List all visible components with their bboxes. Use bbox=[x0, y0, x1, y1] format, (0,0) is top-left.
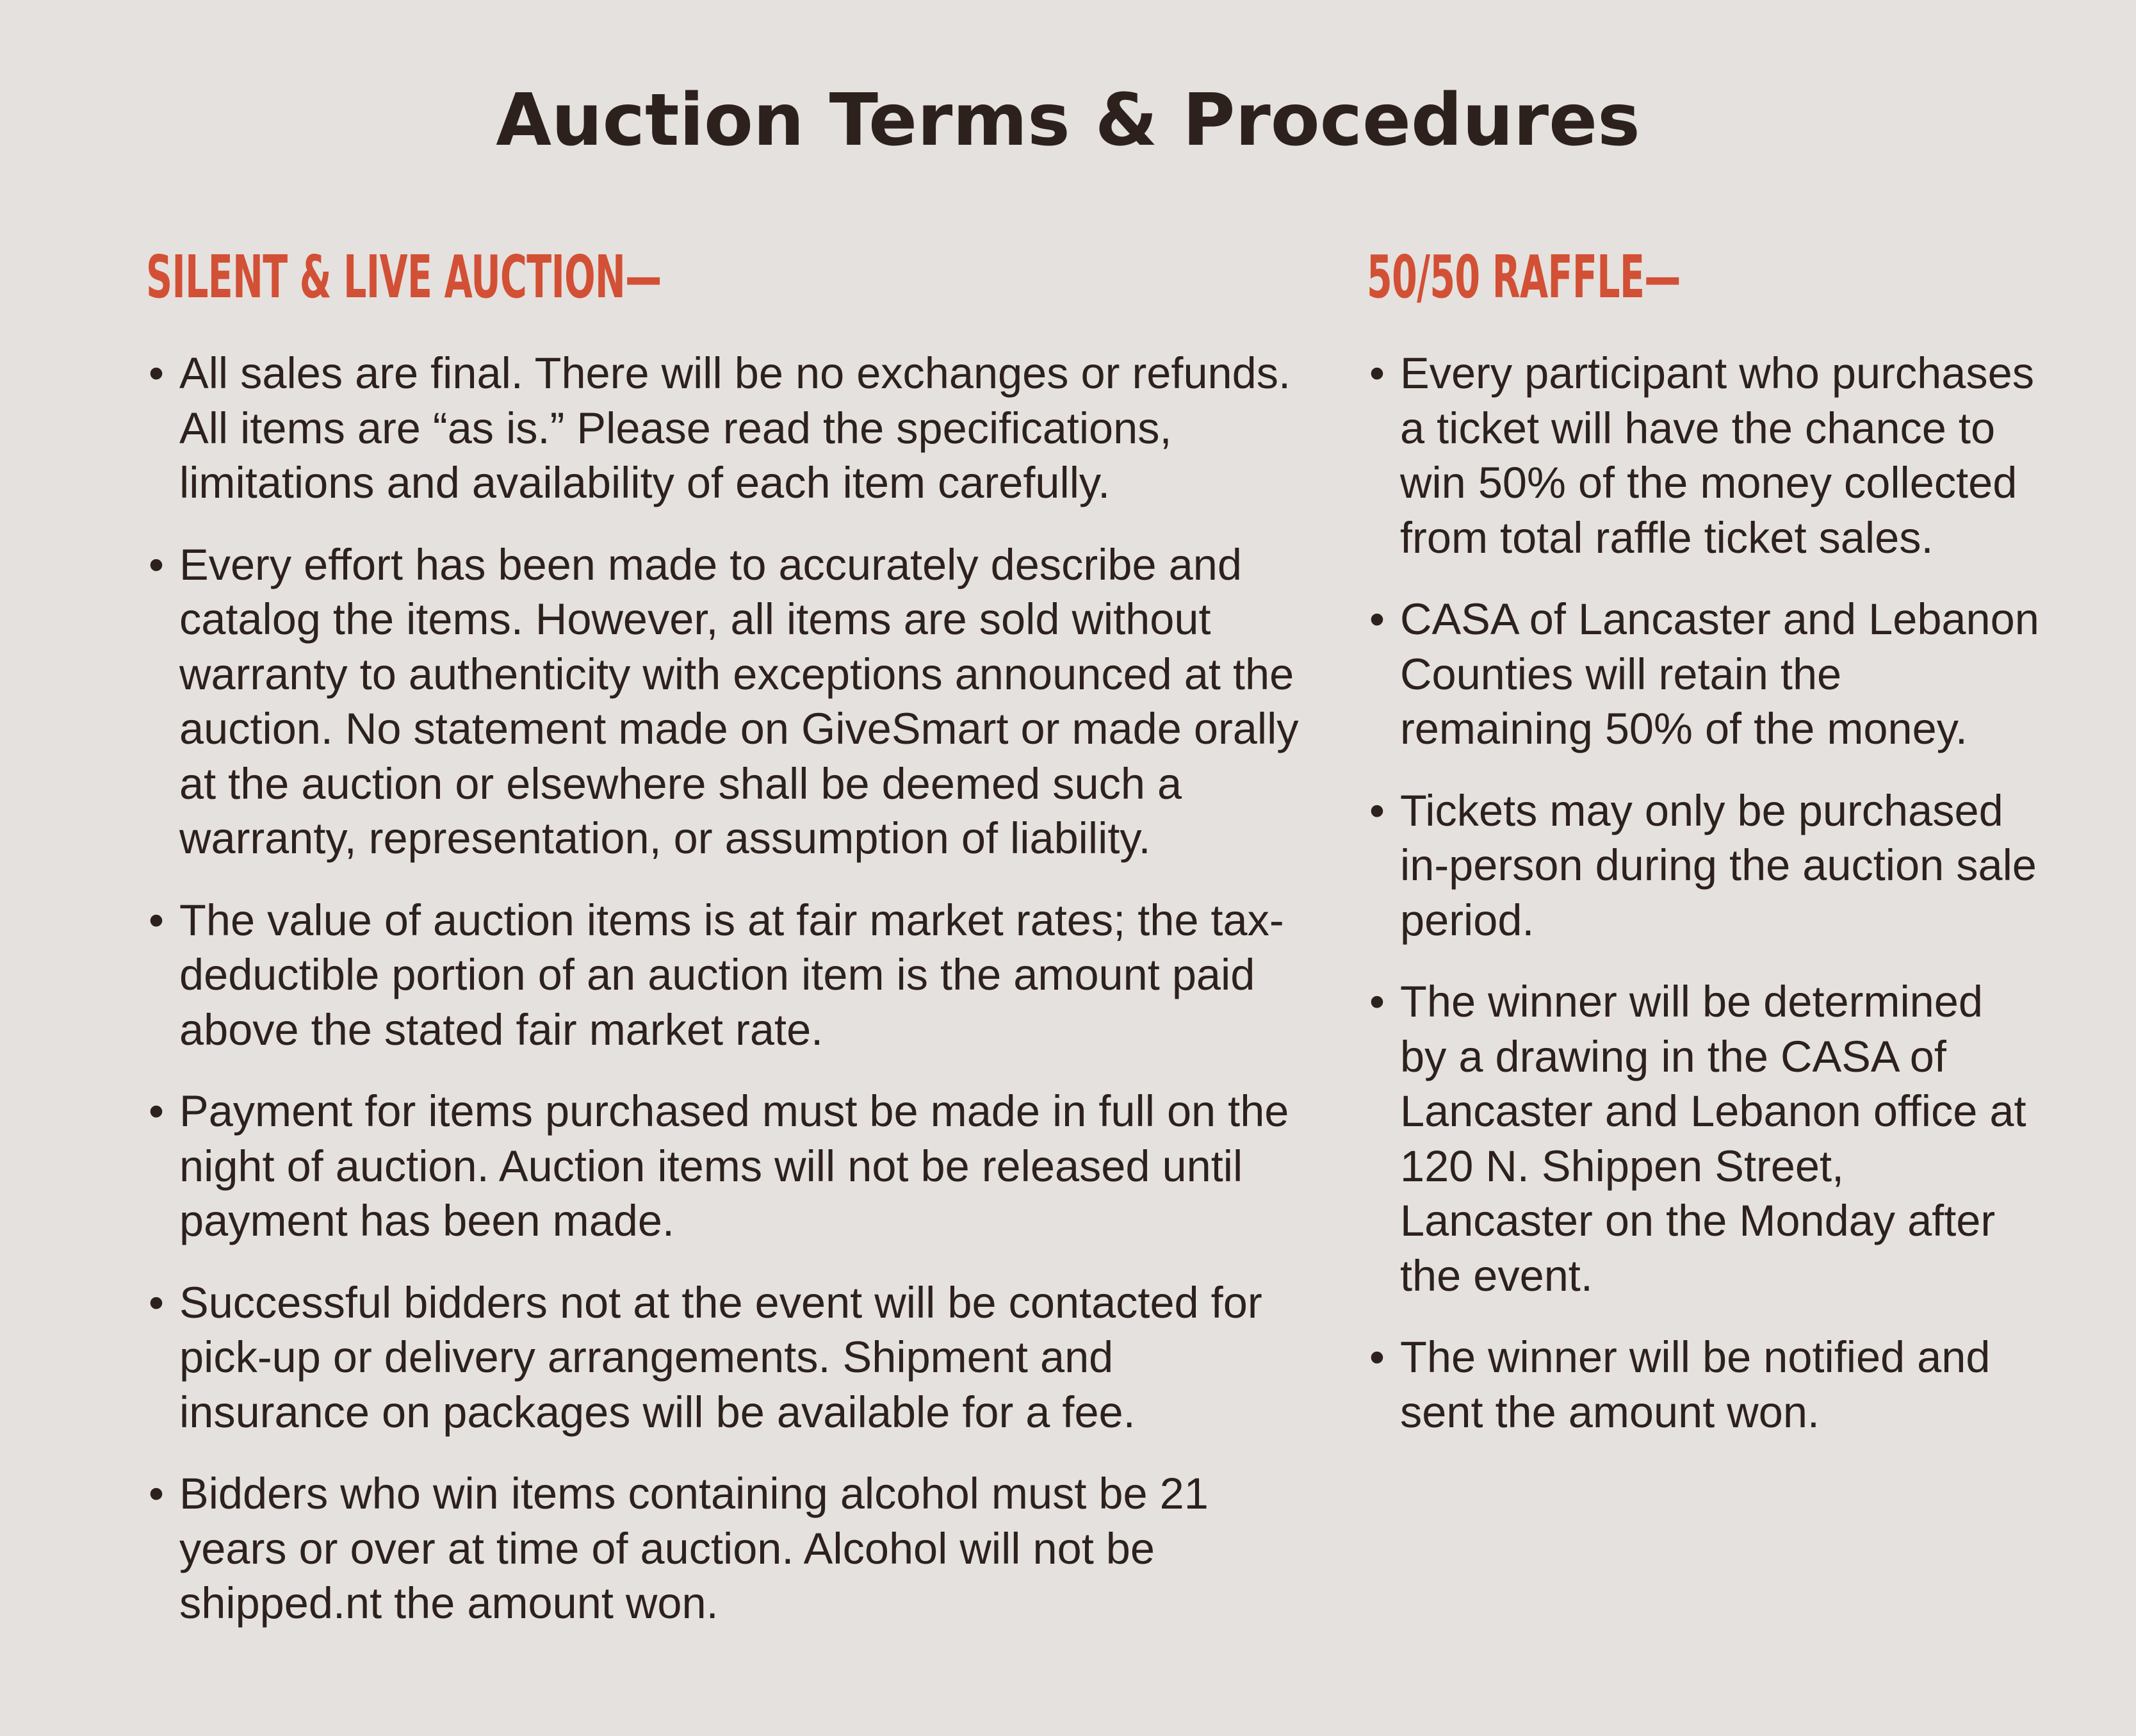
raffle-list bbox=[1367, 346, 2041, 1466]
list-item-text: The winner will be determined by a drawing in the CASA of Lancaster and Lebanon office at 120 N. Shippen Street, Lancaster on the Monday after the event. bbox=[1400, 977, 2026, 1300]
list-item-text: Bidders who win items containing alcohol must be 21 years or over at time of auction. Alcohol will not be shipped.nt the amount won. bbox=[179, 1469, 1209, 1628]
bullet-icon: • bbox=[1369, 594, 1385, 644]
bullet-icon: • bbox=[149, 1086, 164, 1136]
list-item bbox=[1367, 783, 2041, 948]
list-item bbox=[1367, 592, 2041, 757]
bullet-icon: • bbox=[149, 348, 164, 398]
list-item-text: CASA of Lancaster and Lebanon Counties will retain the remaining 50% of the money. bbox=[1400, 594, 2039, 753]
list-item bbox=[146, 1084, 1300, 1249]
bullet-icon: • bbox=[1369, 785, 1385, 835]
bullet-icon: • bbox=[1369, 1332, 1385, 1382]
list-item-text: Every effort has been made to accurately describe and catalog the items. However, all items are sold without warranty to authenticity with exceptions announced at the auction. No statement made on GiveSmart or made orally at the auction or elsewhere shall be deemed such a warranty, representation, or assumption of liability. bbox=[179, 539, 1299, 863]
silent-live-auction-heading: SILENT & LIVE AUCTION— bbox=[146, 243, 662, 311]
list-item bbox=[146, 1275, 1300, 1440]
list-item bbox=[146, 346, 1300, 511]
list-item bbox=[1367, 346, 2041, 565]
list-item-text: Successful bidders not at the event will be contacted for pick-up or delivery arrangements. Shipment and insurance on packages will be available for a fee. bbox=[179, 1277, 1262, 1437]
silent-live-auction-list bbox=[146, 346, 1300, 1658]
bullet-icon: • bbox=[149, 1277, 164, 1327]
bullet-icon: • bbox=[149, 895, 164, 945]
list-item-text: Tickets may only be purchased in-person during the auction sale period. bbox=[1400, 785, 2037, 945]
list-item-text: The winner will be notified and sent the amount won. bbox=[1400, 1332, 1991, 1437]
list-item-text: Every participant who purchases a ticket will have the chance to win 50% of the money collected from total raffle ticket sales. bbox=[1400, 348, 2034, 562]
page-title: Auction Terms & Procedures bbox=[496, 79, 1640, 162]
list-item bbox=[1367, 974, 2041, 1303]
list-item bbox=[146, 1466, 1300, 1631]
bullet-icon: • bbox=[149, 1469, 164, 1518]
list-item bbox=[146, 537, 1300, 866]
raffle-heading: 50/50 RAFFLE— bbox=[1367, 243, 1681, 311]
bullet-icon: • bbox=[1369, 977, 1385, 1026]
list-item-text: Payment for items purchased must be made in full on the night of auction. Auction items will not be released until payment has been made. bbox=[179, 1086, 1289, 1245]
list-item-text: All sales are final. There will be no exchanges or refunds. All items are “as is.” Please read the specifications, limitations and availability of each item carefully. bbox=[179, 348, 1291, 507]
list-item bbox=[1367, 1330, 2041, 1439]
list-item bbox=[146, 893, 1300, 1058]
bullet-icon: • bbox=[149, 539, 164, 589]
bullet-icon: • bbox=[1369, 348, 1385, 398]
list-item-text: The value of auction items is at fair market rates; the tax-deductible portion of an auction item is the amount paid above the stated fair market rate. bbox=[179, 895, 1284, 1054]
